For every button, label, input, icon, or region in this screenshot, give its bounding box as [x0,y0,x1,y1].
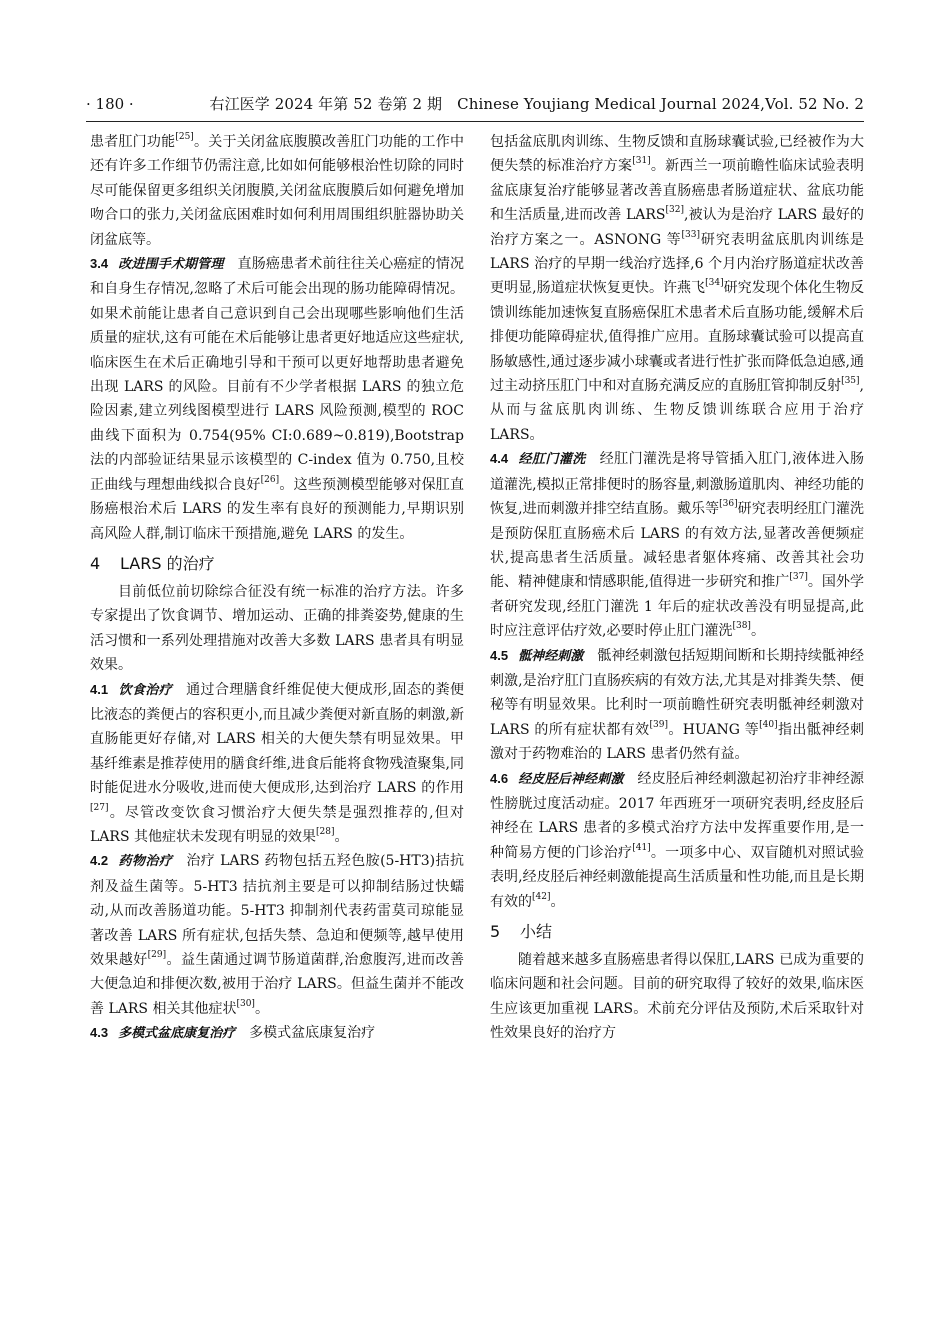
subsection-number: 3.4 [90,256,109,272]
section-title: LARS 的治疗 [120,553,215,573]
section-title: 小结 [520,922,553,941]
header-rule [86,121,864,122]
page-number: · 180 · [86,95,134,113]
right-column [490,130,864,1046]
citation: [27] [90,802,109,813]
subsection-number: 4.2 [90,853,109,869]
citation: [33] [681,229,700,240]
subsection-4-2: 4.2 药物治疗 治疗 LARS 药物包括五羟色胺(5-HT3)拮抗剂及益生菌等。5-HT3 拮抗剂主要是可以抑制结肠过快蠕动,从而改善肠道功能。5-HT3 抑制剂代表药雷莫司琼能显著改善 LARS 所有症状,包括失禁、急迫和便频等,越早使用效果越好[29]。益生菌通过调节肠道菌群,治愈腹泻,进而改善大便急迫和排便次数,被用于治疗 LARS。但益生菌并不能改善 LARS 相关其他症状[30]。 [90,853,465,1017]
paragraph: 患者肛门功能[25]。关于关闭盆底腹膜改善肛门功能的工作中还有许多工作细节仍需注意,比如如何能够根治性切除的同时尽可能保留更多组织关闭腹膜,关闭盆底腹膜后如何避免增加吻合口的张力,关闭盆底困难时如何利用周围组织脏器协助关闭盆底等。 [90,132,465,248]
subsection-number: 4.3 [90,1025,109,1041]
journal-title: 右江医学 2024 年第 52 卷第 2 期 Chinese Youjiang Medical Journal 2024,Vol. 52 No. 2 [209,95,864,113]
subsection-4-5: 4.5 骶神经刺激 骶神经刺激包括短期间断和长期持续骶神经刺激,是治疗肛门直肠疾病的有效方法,尤其是对排粪失禁、便秘等有明显效果。比利时一项前瞻性研究表明骶神经刺激对 LARS 的所有症状都有效[39]。HUANG 等[40]指出骶神经刺激对于药物难治的 LARS 患者仍然有益。 [490,647,864,763]
subsection-title: 改进围手术期管理 [118,257,224,273]
subsection-number: 4.6 [490,770,509,786]
citation: [38] [732,621,751,632]
subsection-title: 药物治疗 [118,854,173,870]
citation: [32] [665,205,685,216]
section-heading-5 [490,918,864,945]
left-column [90,130,464,1047]
section-number: 5 [490,922,501,941]
subsection-number: 4.4 [490,451,509,467]
citation: [30] [236,998,255,1009]
subsection-title: 饮食治疗 [118,682,173,698]
subsection-number: 4.5 [490,647,509,663]
subsection-title: 骶神经刺激 [518,648,584,664]
subsection-number: 4.1 [90,681,109,697]
citation: [39] [649,719,669,730]
subsection-title: 经肛门灌洗 [518,452,586,468]
subsection-4-6: 4.6 经皮胫后神经刺激 经皮胫后神经刺激起初治疗非神经源性膀胱过度活动症。2017 年西班牙一项研究表明,经皮胫后神经在 LARS 患者的多模式治疗方法中发挥重要作用,是一种简易方便的门诊治疗[41]。一项多中心、双盲随机对照试验表明,经皮胫后神经刺激能提高生活质量和性功能,而且是长期有效的[42]。 [490,770,865,910]
subsection-4-1: 4.1 饮食治疗 通过合理膳食纤维促使大便成形,固态的粪便比液态的粪便占的容积更小,而且减少粪便对新直肠的刺激,新直肠能更好存储,对 LARS 相关的大便失禁有明显效果。甲基纤维素是推荐使用的膳食纤维,进食后能将食物残渣聚集,同时能促进水分吸收,进而使大便成形,达到治疗 LARS 的作用[27]。尽管改变饮食习惯治疗大便失禁是强烈推荐的,但对 LARS 其他症状未发现有明显的效果[28]。 [90,681,464,845]
citation: [34] [705,278,724,289]
citation: [35] [841,376,860,387]
section-heading-4 [90,550,464,577]
citation: [31] [632,156,651,167]
subsection-4-3: 4.3 多模式盆底康复治疗 多模式盆底康复治疗 [90,1025,376,1042]
subsection-title: 多模式盆底康复治疗 [118,1026,236,1042]
citation: [26] [260,474,280,485]
citation: [41] [632,842,651,853]
citation: [36] [719,499,738,510]
citation: [40] [759,719,778,730]
citation: [29] [147,950,167,960]
paragraph: 随着越来越多直肠癌患者得以保肛,LARS 已成为重要的临床问题和社会问题。目前的研究取得了较好的效果,临床医生应该更加重视 LARS。术前充分评估及预防,术后采取针对性效果良好的治疗方 [490,952,864,1042]
citation: [42] [532,891,551,902]
citation: [28] [316,826,335,837]
subsection-4-4: 4.4 经肛门灌洗 经肛门灌洗是将导管插入肛门,液体进入肠道灌洗,模拟正常排便时的肠容量,刺激肠道肌肉、神经功能的恢复,进而刺激并排空结直肠。戴乐等[36]研究表明经肛门灌洗是预防保肛直肠癌术后 LARS 的有效方法,显著改善便频症状,提高患者生活质量。减轻患者躯体疼痛、改善其社会功能、精神健康和情感职能,值得进一步研究和推广[37]。国外学者研究发现,经肛门灌洗 1 年后的症状改善没有明显提高,此时应注意评估疗效,必要时停止肛门灌洗[38]。 [490,451,865,640]
section-number: 4 [90,553,101,573]
subsection-title: 经皮胫后神经刺激 [518,771,624,787]
citation: [37] [789,572,808,583]
paragraph: 包括盆底肌肉训练、生物反馈和直肠球囊试验,已经被作为大便失禁的标准治疗方案[31]。新西兰一项前瞻性临床试验表明盆底康复治疗能够显著改善直肠癌患者肠道症状、盆底功能和生活质量,进而改善 LARS[32],被认为是治疗 LARS 最好的治疗方案之一。ASNONG 等[33]研究表明盆底肌肉训练是 LARS 治疗的早期一线治疗选择,6 个月内治疗肠道症状改善更明显,肠道症状恢复更快。许燕飞[34]研究发现个体化生物反馈训练能加速恢复直肠癌保肛术患者术后直肠功能,缓解术后排便功能障碍症状,值得推广应用。直肠球囊试验可以提高直肠敏感性,通过逐步减小球囊或者进行性扩张而降低急迫感,通过主动挤压肛门中和对直肠充满反应的直肠肛管抑制反射[35],从而与盆底肌肉训练、生物反馈训练联合应用于治疗 LARS。 [490,134,865,443]
subsection-3-4: 3.4 改进围手术期管理 直肠癌患者术前往往关心癌症的情况和自身生存情况,忽略了术后可能会出现的肠功能障碍情况。如果术前能让患者自己意识到自己会出现哪些影响他们生活质量的症状,这有可能在术后能够让患者更好地适应这些症状,临床医生在术后正确地引导和干预可以更好地帮助患者避免出现 LARS 的风险。目前有不少学者根据 LARS 的独立危险因素,建立列线图模型进行 LARS 风险预测,模型的 ROC 曲线下面积为 0.754(95% CI:0.689~0.819),Bootstrap 法的内部验证结果显示该模型的 C-index 值为 0.750,且校正曲线与理想曲线拟合良好[26]。这些预测模型能够对保肛直肠癌根治术后 LARS 的发生率有良好的预测能力,早期识别高风险人群,制订临床干预措施,避免 LARS 的发生。 [90,256,465,542]
paragraph: 目前低位前切除综合征没有统一标准的治疗方法。许多专家提出了饮食调节、增加运动、正确的排粪姿势,健康的生活习惯和一系列处理措施对改善大多数 LARS 患者具有明显效果。 [90,583,464,674]
running-header [86,92,864,116]
citation: [25] [175,132,194,142]
